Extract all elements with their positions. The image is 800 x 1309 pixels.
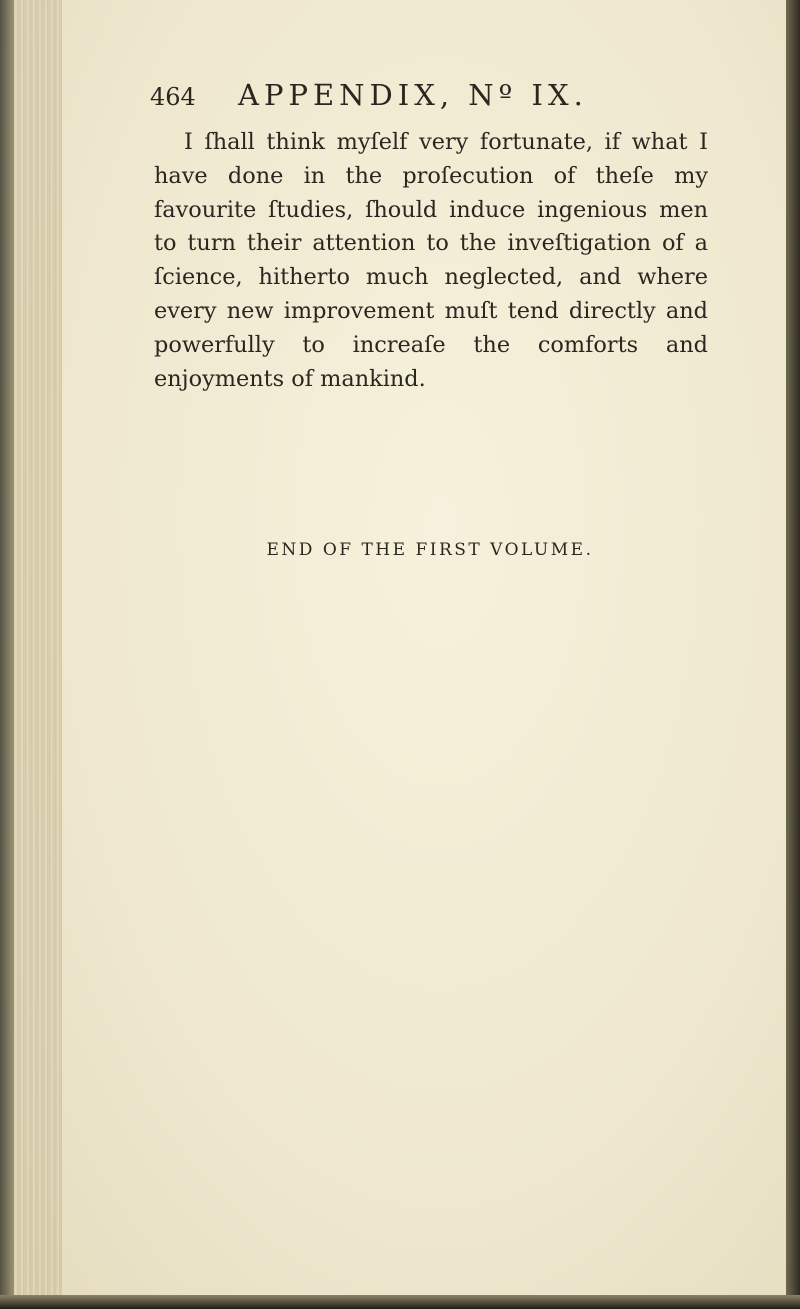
running-head: APPENDIX, Nº IX. — [238, 78, 588, 112]
page-gutter — [0, 0, 62, 1309]
page-bottom-edge — [0, 1295, 800, 1309]
body-text — [154, 126, 708, 396]
page-number: 464 — [150, 83, 196, 111]
page-right-edge — [786, 0, 800, 1309]
end-of-volume-note: END OF THE FIRST VOLUME. — [266, 540, 594, 560]
paragraph: I ſhall think myſelf very fortunate, if what I have done in the proſecution of theſe my favourite ſtudies, ſhould induce ingenious men to turn their attention to the inveſtigation of a ſcience, hitherto much neglected, and where every new improvement muſt tend directly and powerfully to increaſe the comforts and enjoyments of mankind. — [154, 129, 708, 392]
page-header — [150, 78, 670, 118]
